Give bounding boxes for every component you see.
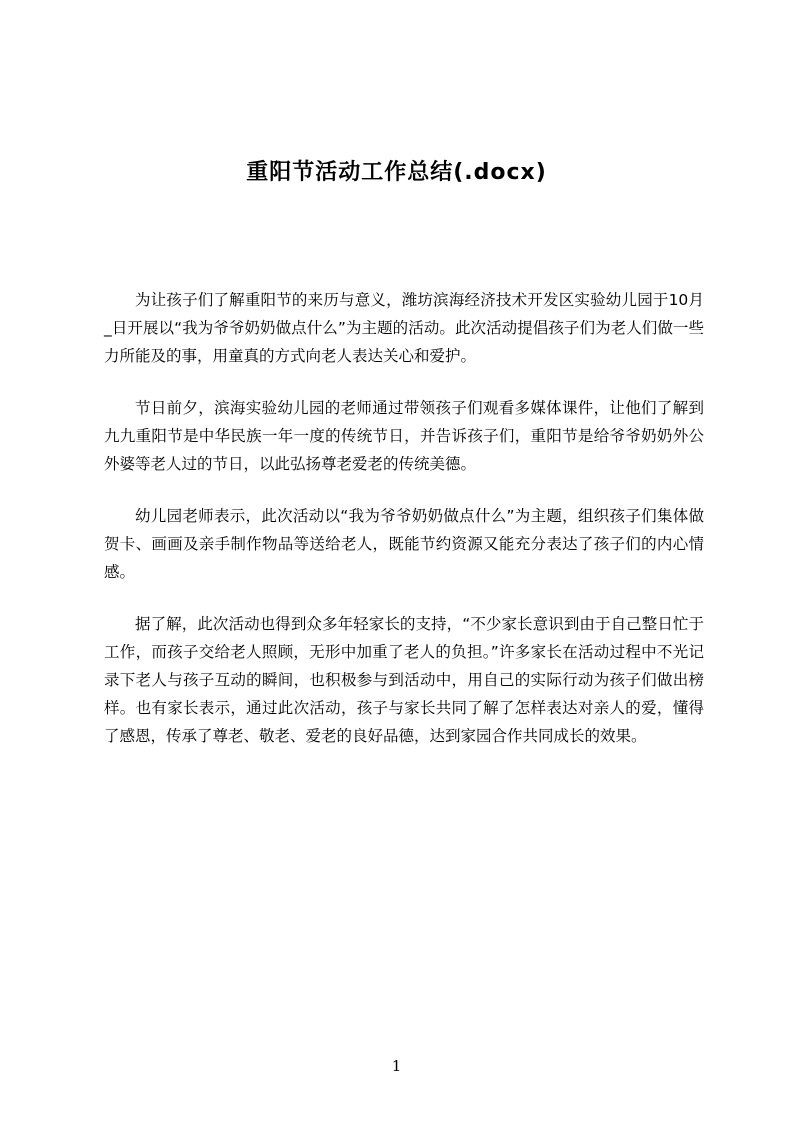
- paragraph-3: 幼儿园老师表示，此次活动以“我为爷爷奶奶做点什么”为主题，组织孩子们集体做贺卡、画画及亲手制作物品等送给老人，既能节约资源又能充分表达了孩子们的内心情感。: [104, 507, 704, 581]
- page-title: 重阳节活动工作总结(.docx): [246, 159, 547, 185]
- document-body: [104, 286, 704, 774]
- page-number: 1: [391, 1057, 402, 1075]
- paragraph-1: 为让孩子们了解重阳节的来历与意义，潍坊滨海经济技术开发区实验幼儿园于10月_日开展以“我为爷爷奶奶做点什么”为主题的活动。此次活动提倡孩子们为老人们做一些力所能及的事，用童真的方式向老人表达关心和爱护。: [104, 291, 704, 365]
- paragraph-2: 节日前夕，滨海实验幼儿园的老师通过带领孩子们观看多媒体课件，让他们了解到九九重阳节是中华民族一年一度的传统节日，并告诉孩子们，重阳节是给爷爷奶奶外公外婆等老人过的节日，以此弘扬尊老爱老的传统美德。: [104, 399, 704, 473]
- paragraph-4: 据了解，此次活动也得到众多年轻家长的支持，“不少家长意识到由于自己整日忙于工作，而孩子交给老人照顾，无形中加重了老人的负担。”许多家长在活动过程中不光记录下老人与孩子互动的瞬间，也积极参与到活动中，用自己的实际行动为孩子们做出榜样。也有家长表示，通过此次活动，孩子与家长共同了解了怎样表达对亲人的爱，懂得了感恩，传承了尊老、敬老、爱老的良好品德，达到家园合作共同成长的效果。: [104, 615, 704, 745]
